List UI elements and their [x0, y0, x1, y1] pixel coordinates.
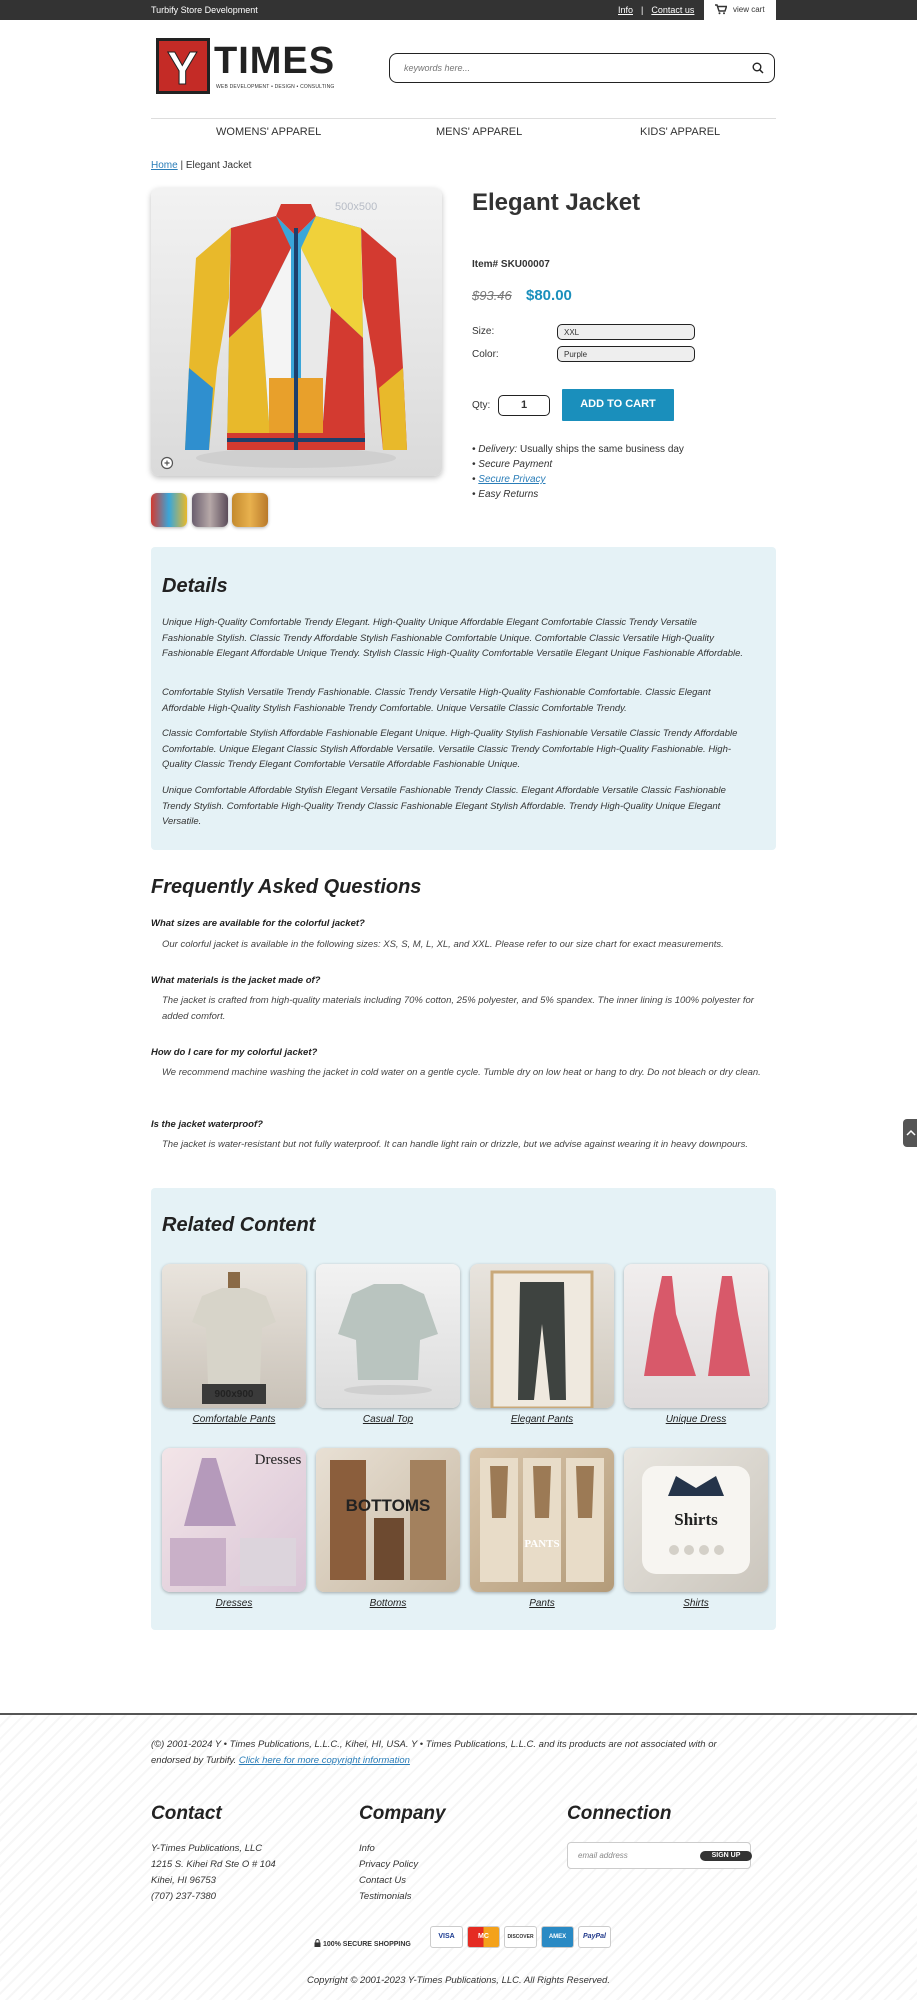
visa-icon: VISA: [430, 1926, 463, 1948]
related-card-unique-dress[interactable]: [624, 1264, 768, 1408]
delivery-label: • Delivery:: [472, 444, 518, 455]
faq-answer-4: The jacket is water-resistant but not fully waterproof. It can handle light rain or drizzle, but we advise against wearing it in heavy downpours.: [162, 1139, 748, 1150]
contact-link[interactable]: Contact us: [651, 5, 695, 15]
search-icon[interactable]: [752, 62, 764, 74]
jacket-illustration: [151, 188, 442, 476]
size-label: Size:: [472, 326, 495, 337]
top-bar: [0, 0, 917, 20]
product-title: Elegant Jacket: [472, 189, 641, 216]
info-link[interactable]: Info: [618, 5, 634, 15]
details-heading: Details: [162, 575, 228, 597]
card-caption-dresses: Dresses: [254, 1452, 302, 1468]
contact-heading: Contact: [151, 1803, 222, 1824]
benefit-easy-returns: • Easy Returns: [472, 489, 539, 500]
related-card-pants[interactable]: [470, 1448, 614, 1592]
card-caption-shirts: Shirts: [674, 1510, 718, 1529]
footer-link-testimonials[interactable]: Testimonials: [359, 1891, 412, 1902]
signup-button[interactable]: SIGN UP: [700, 1851, 752, 1861]
product-thumbnail-2[interactable]: [192, 493, 228, 527]
related-label-unique-dress[interactable]: Unique Dress: [665, 1414, 727, 1425]
related-label-elegant-pants[interactable]: Elegant Pants: [510, 1414, 574, 1425]
nav-womens-apparel[interactable]: WOMENS' APPAREL: [216, 126, 322, 138]
copyright-link[interactable]: Click here for more copyright information: [238, 1755, 410, 1766]
details-section: [151, 547, 776, 850]
view-cart-button[interactable]: [704, 0, 776, 20]
trousers-illustration: [470, 1264, 614, 1408]
color-select[interactable]: Purple: [557, 346, 695, 362]
search-input[interactable]: [404, 60, 734, 76]
related-label-casual-top[interactable]: Casual Top: [362, 1414, 414, 1425]
faq-answer-3: We recommend machine washing the jacket in cold water on a gentle cycle. Tumble dry on low heat or hang to dry. Do not bleach or dry clean.: [162, 1067, 761, 1078]
copyright-notice: [151, 1737, 751, 1769]
related-label-shirts[interactable]: Shirts: [683, 1598, 709, 1609]
contact-city: Kihei, HI 96753: [151, 1875, 216, 1886]
chevron-up-icon: [903, 1119, 917, 1147]
amex-icon: AMEX: [541, 1926, 574, 1948]
related-card-comfortable-pants[interactable]: [162, 1264, 306, 1408]
faq-question-4: Is the jacket waterproof?: [151, 1119, 263, 1130]
card-caption-bottoms: BOTTOMS: [345, 1496, 431, 1515]
secure-shopping-badge: [314, 1939, 411, 1948]
company-links: [359, 1841, 418, 1905]
delivery-text: Usually ships the same business day: [517, 444, 684, 455]
faq-question-2: What materials is the jacket made of?: [151, 975, 321, 986]
contact-street: 1215 S. Kihei Rd Ste O # 104: [151, 1859, 276, 1870]
benefit-delivery: [472, 442, 684, 457]
related-label-bottoms[interactable]: Bottoms: [369, 1598, 407, 1609]
related-card-elegant-pants[interactable]: [470, 1264, 614, 1408]
store-brand-text: Turbify Store Development: [151, 5, 258, 15]
contact-company: Y-Times Publications, LLC: [151, 1843, 263, 1854]
sale-price: $80.00: [526, 287, 572, 304]
benefit-secure-payment: • Secure Payment: [472, 459, 553, 470]
product-sku: Item# SKU00007: [472, 259, 550, 270]
product-main-image[interactable]: [151, 188, 442, 476]
bottoms-illustration: [316, 1448, 460, 1592]
logo-word: TIMES: [214, 40, 336, 82]
mastercard-icon: MC: [467, 1926, 500, 1948]
nav-kids-apparel[interactable]: KIDS' APPAREL: [640, 126, 721, 138]
footer-link-privacy-policy[interactable]: Privacy Policy: [359, 1859, 419, 1870]
details-paragraph-2: Comfortable Stylish Versatile Trendy Fashionable. Classic Trendy Versatile High-Quality Fashionable Comfortable. Classic Elegant Affordable High-Quality Stylish Fashionable Trendy Comfortable. Unique Versatile Classic Comfortable Trendy.: [162, 687, 711, 714]
details-paragraph-3: Classic Comfortable Stylish Affordable Fashionable Elegant Unique. High-Quality Stylish Fashionable Versatile Classic Trendy Affordable Comfortable. Unique Elegant Classic Stylish Affordable Versatile. Versatile Classic Trendy Comfortable High-Quality Fashionable. High-Quality Classic Trendy Elegant Comfortable Versatile Affordable Fashionable Unique.: [162, 728, 738, 770]
dresses-illustration: [162, 1448, 306, 1592]
logo-tagline: WEB DEVELOPMENT • DESIGN • CONSULTING: [216, 84, 335, 90]
size-select[interactable]: XXL: [557, 324, 695, 340]
related-label-pants[interactable]: Pants: [529, 1598, 555, 1609]
card-size-caption: 900x900: [214, 1389, 254, 1400]
product-thumbnail-1[interactable]: [151, 493, 187, 527]
link-separator: |: [641, 5, 644, 15]
breadcrumb-home[interactable]: Home: [151, 160, 178, 171]
breadcrumb-current: Elegant Jacket: [185, 160, 252, 171]
pants-illustration: [470, 1448, 614, 1592]
logo-y-box: [156, 38, 210, 94]
related-card-bottoms[interactable]: [316, 1448, 460, 1592]
lock-icon: [314, 1939, 321, 1947]
faq-answer-1: Our colorful jacket is available in the following sizes: XS, S, M, L, XL, and XXL. Please refer to our size chart for exact measurements.: [162, 939, 724, 950]
breadcrumb-separator: |: [177, 160, 186, 171]
secure-privacy-link[interactable]: Secure Privacy: [478, 474, 546, 485]
faq-answer-2: The jacket is crafted from high-quality materials including 70% cotton, 25% polyester, and 5% spandex. The inner lining is 100% polyester for added comfort.: [162, 995, 754, 1022]
tshirt-illustration: [162, 1264, 306, 1408]
connection-heading: Connection: [567, 1803, 672, 1824]
faq-question-3: How do I care for my colorful jacket?: [151, 1047, 318, 1058]
zoom-icon[interactable]: [160, 456, 174, 470]
view-cart-label: view cart: [733, 5, 765, 14]
details-paragraph-1: Unique High-Quality Comfortable Trendy Elegant. High-Quality Unique Affordable Elegant Comfortable Classic Trendy Versatile Fashionable Stylish. Classic Trendy Affordable Stylish Fashionable Comfortable Unique. Comfortable Classic Versatile High-Quality Fashionable Elegant Affordable Unique Trendy. Stylish Classic High-Quality Comfortable Versatile Elegant Unique Fashionable Affordable.: [162, 617, 744, 659]
footer-link-info[interactable]: Info: [359, 1843, 375, 1854]
top-links: [618, 5, 694, 15]
footer-link-contact-us[interactable]: Contact Us: [359, 1875, 406, 1886]
related-label-dresses[interactable]: Dresses: [215, 1598, 253, 1609]
qty-input[interactable]: 1: [498, 395, 550, 416]
related-content-section: [151, 1188, 776, 1630]
breadcrumb: [151, 160, 251, 171]
related-card-casual-top[interactable]: [316, 1264, 460, 1408]
related-card-dresses[interactable]: [162, 1448, 306, 1592]
nav-divider: [151, 118, 776, 119]
sweater-illustration: [316, 1264, 460, 1408]
search-box: [389, 53, 775, 83]
scroll-top-tab[interactable]: [903, 1119, 917, 1147]
faq-heading: Frequently Asked Questions: [151, 876, 422, 898]
site-logo[interactable]: [156, 38, 342, 96]
add-to-cart-button[interactable]: ADD TO CART: [562, 389, 674, 421]
dress-illustration: [624, 1264, 768, 1408]
company-heading: Company: [359, 1803, 446, 1824]
image-size-label: 500x500: [335, 201, 378, 213]
related-heading: Related Content: [162, 1214, 316, 1236]
copyright-text: (©) 2001-2024 Y • Times Publications, L.L.C., Kihei, HI, USA. Y • Times Publications, L.L.C. and its products are not associated with or endorsed by Turbify.: [151, 1739, 717, 1766]
email-placeholder: email address: [578, 1851, 628, 1860]
nav-mens-apparel[interactable]: MENS' APPAREL: [436, 126, 523, 138]
product-benefits: [472, 442, 684, 502]
faq-question-1: What sizes are available for the colorful jacket?: [151, 918, 365, 929]
related-label-comfortable-pants[interactable]: Comfortable Pants: [192, 1414, 276, 1425]
discover-icon: DISCOVER: [504, 1926, 537, 1948]
contact-phone: (707) 237-7380: [151, 1891, 216, 1902]
details-paragraph-4: Unique Comfortable Affordable Stylish Elegant Versatile Fashionable Trendy Classic. Elegant Affordable Versatile Classic Fashionable Trendy Stylish. Comfortable High-Quality Trendy Classic Fashionable Elegant Stylish Affordable. Trendy High-Quality Unique Elegant Versatile.: [162, 785, 726, 827]
benefit-secure-privacy: [472, 472, 684, 487]
card-caption-pants: PANTS: [524, 1538, 560, 1550]
bottom-copyright: Copyright © 2001-2023 Y-Times Publications, LLC. All Rights Reserved.: [307, 1975, 610, 1986]
color-label: Color:: [472, 349, 499, 360]
contact-details: [151, 1841, 276, 1905]
qty-label: Qty:: [472, 400, 491, 411]
logo-letter: Y: [167, 42, 198, 94]
original-price: $93.46: [472, 288, 512, 303]
cart-icon: [715, 4, 727, 15]
paypal-icon: PayPal: [578, 1926, 611, 1948]
product-thumbnail-3[interactable]: [232, 493, 268, 527]
privacy-bullet: •: [472, 474, 479, 485]
secure-shopping-text: 100% SECURE SHOPPING: [322, 1941, 411, 1948]
related-card-shirts[interactable]: [624, 1448, 768, 1592]
